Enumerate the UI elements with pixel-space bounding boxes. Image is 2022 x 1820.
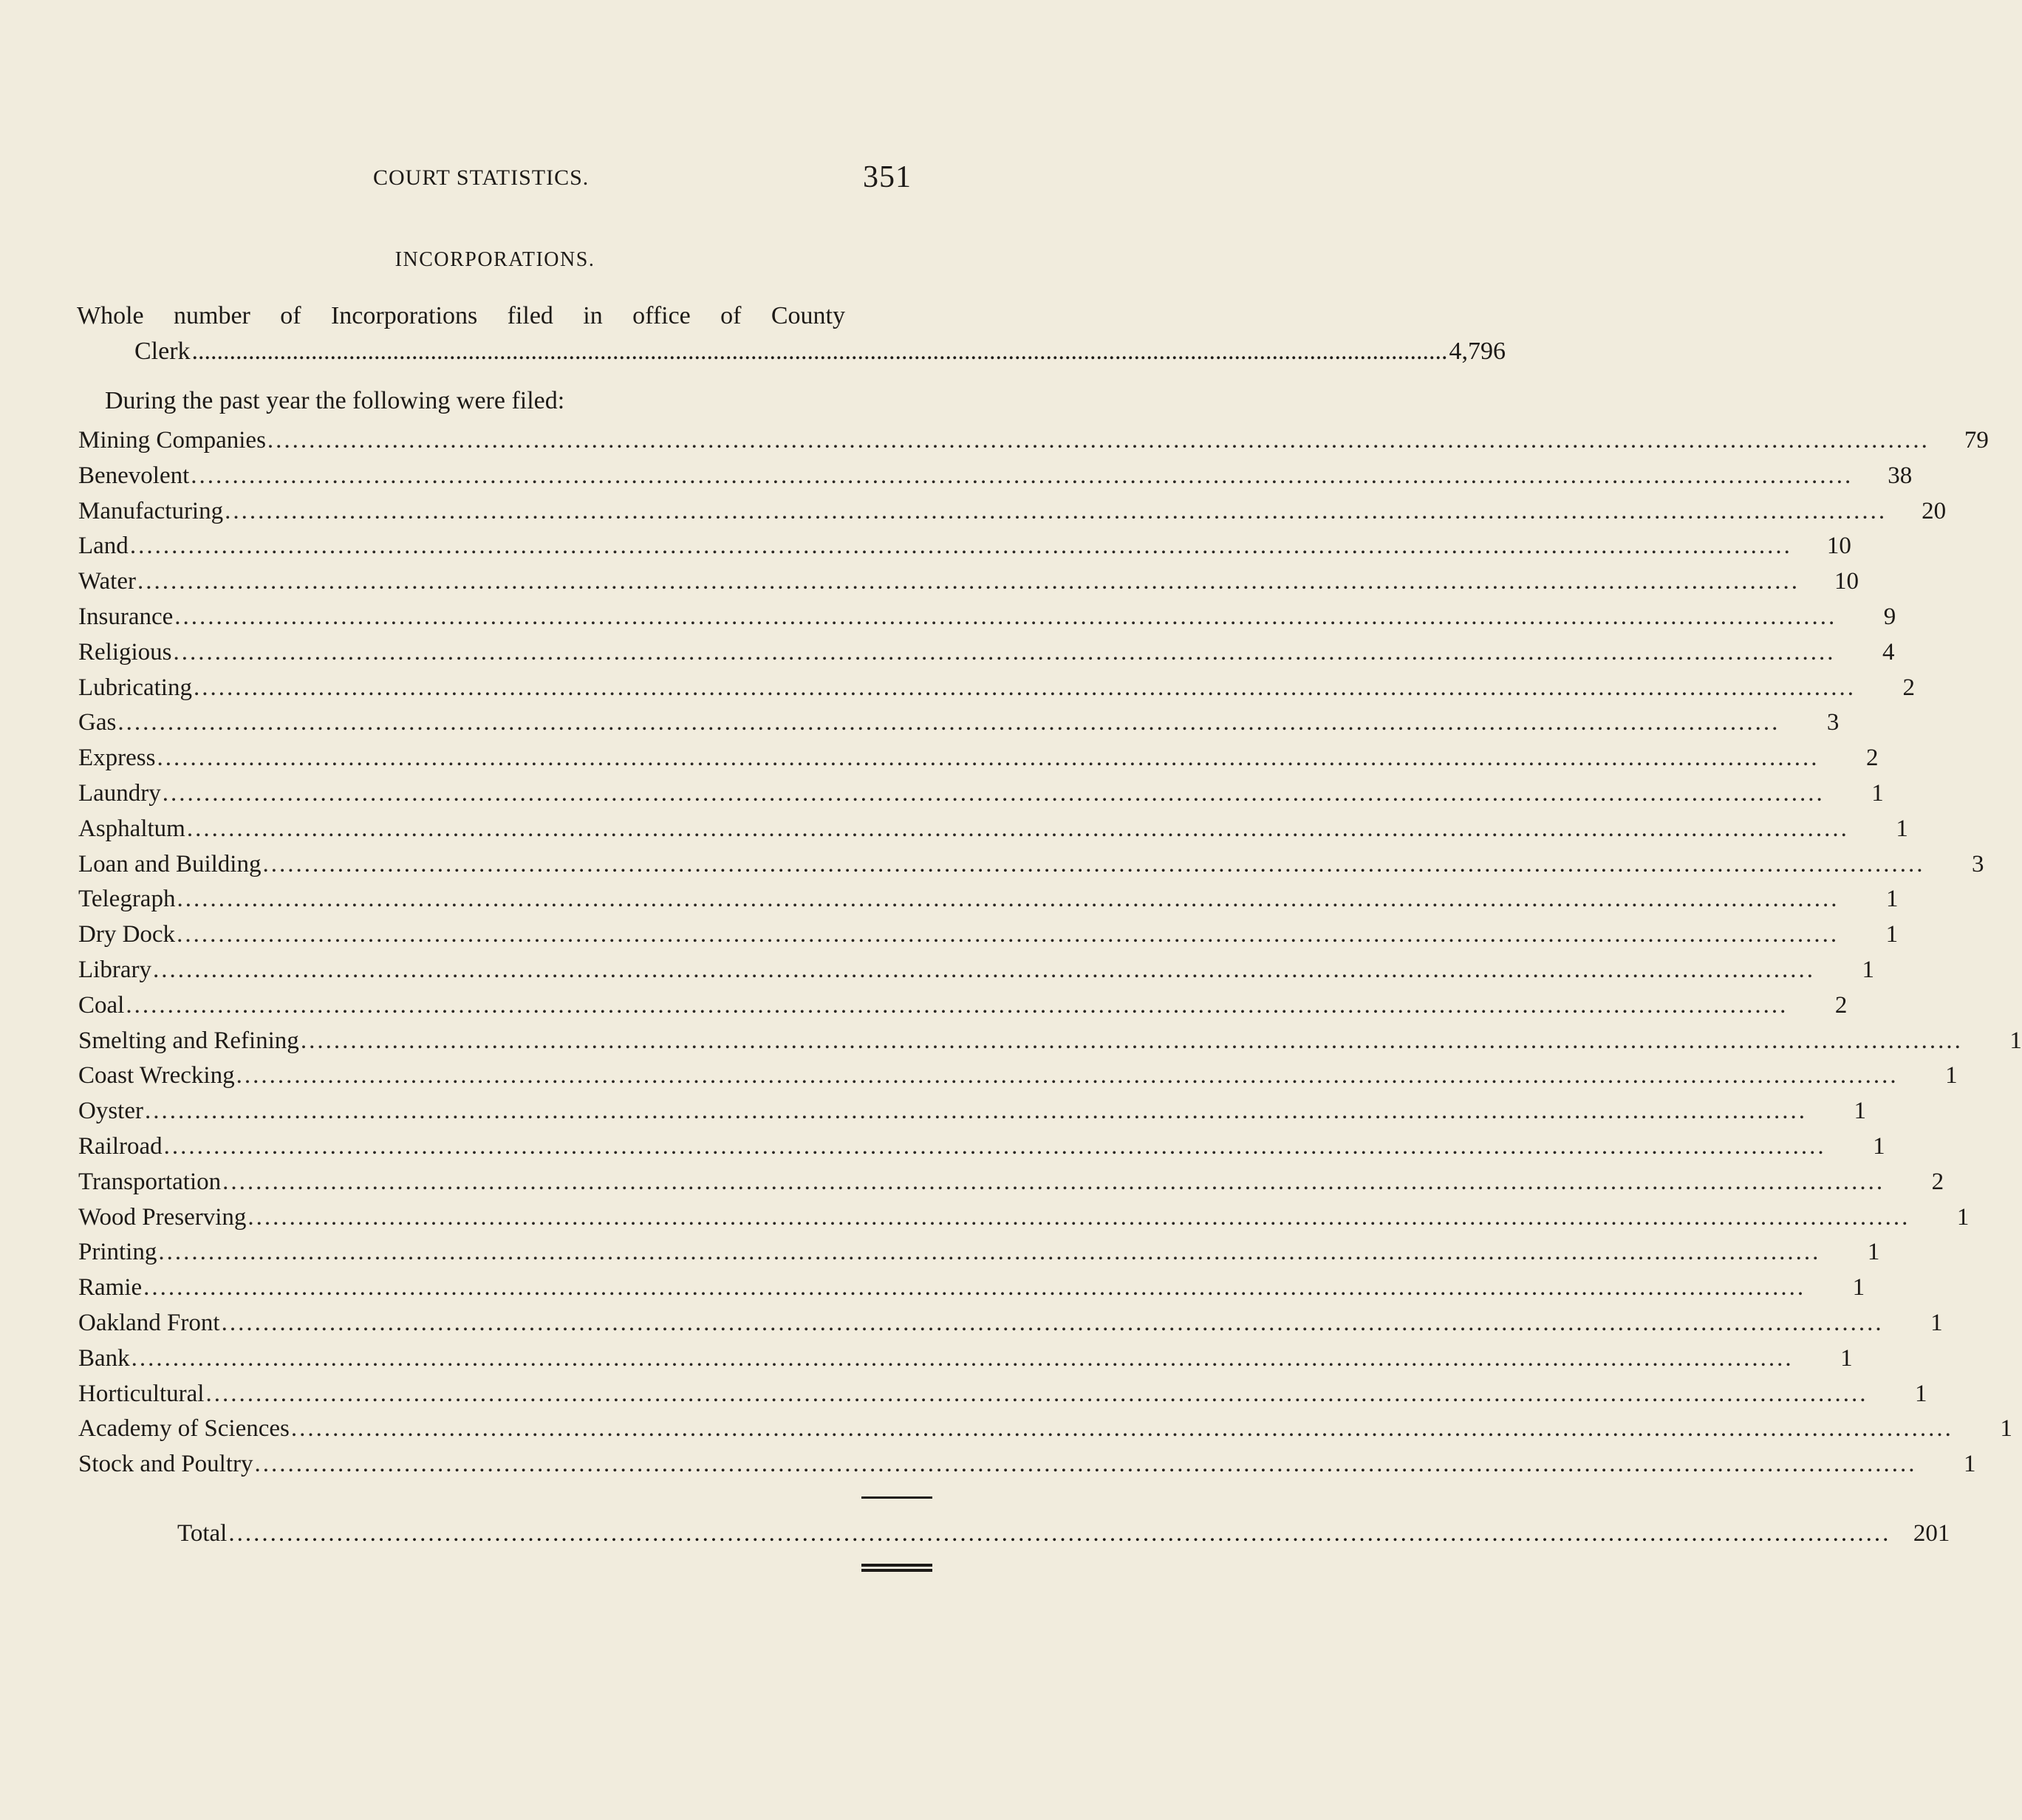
list-item	[78, 638, 1895, 674]
entry-label: Library	[78, 956, 151, 983]
entry-value: 1	[1852, 1274, 1865, 1301]
lead-line: Whole number of Incorporations filed in office of County	[77, 302, 845, 329]
dot-leader: ........................................................................................................................................................................................................	[191, 338, 1448, 365]
dot-leader: ........................................................................................................................................................................................................	[262, 850, 1925, 878]
list-item	[78, 921, 1899, 957]
dot-leader: ........................................................................................................................................................................................................	[126, 991, 1789, 1019]
entry-label: Land	[78, 533, 129, 560]
dot-leader: ........................................................................................................................................................................................................	[163, 1132, 1826, 1160]
entry-value: 9	[1883, 603, 1896, 630]
entry-label: Oakland Front	[78, 1309, 220, 1336]
entry-label: Telegraph	[78, 886, 176, 913]
list-item	[78, 533, 1851, 568]
running-head	[0, 160, 1082, 196]
dot-leader: ........................................................................................................................................................................................................	[143, 1274, 1806, 1301]
entry-label: Benevolent	[78, 462, 190, 489]
entry-label: Asphaltum	[78, 815, 185, 842]
lead-total-line	[77, 334, 1506, 369]
dot-leader: ........................................................................................................................................................................................................	[157, 745, 1820, 772]
entry-label: Coal	[78, 991, 125, 1019]
entry-label: Smelting and Refining	[78, 1027, 299, 1054]
lead-total-label: Clerk	[134, 338, 191, 365]
lead-total-value: 4,796	[1449, 338, 1506, 365]
list-item	[78, 1451, 1976, 1486]
entry-value: 10	[1834, 568, 1859, 595]
double-rule-bottom	[861, 1569, 932, 1572]
dot-leader: ........................................................................................................................................................................................................	[117, 709, 1780, 736]
entry-value: 2	[1834, 991, 1848, 1019]
entry-value: 10	[1826, 533, 1851, 560]
running-title: COURT STATISTICS.	[373, 165, 590, 190]
list-item	[78, 1027, 2022, 1063]
list-item	[78, 497, 1947, 533]
entry-label: Religious	[78, 638, 172, 666]
entry-value: 4	[1882, 638, 1895, 666]
list-item	[78, 1344, 1853, 1381]
entry-label: Laundry	[78, 779, 161, 807]
entry-label: Transportation	[78, 1168, 222, 1195]
dot-leader: ........................................................................................................................................................................................................	[129, 533, 1792, 560]
dot-leader: ........................................................................................................................................................................................................	[290, 1415, 1953, 1443]
list-item	[78, 462, 1913, 498]
entry-value: 79	[1964, 427, 1989, 454]
list-item	[78, 1309, 1943, 1345]
list-item	[78, 1415, 2012, 1451]
total-row	[177, 1520, 1950, 1547]
section-title: INCORPORATIONS.	[395, 248, 595, 271]
list-item	[78, 779, 1884, 815]
list-item	[78, 1274, 1865, 1310]
entry-value: 1	[1885, 886, 1899, 913]
entry-label: Loan and Building	[78, 850, 262, 878]
entry-value: 2	[1902, 674, 1915, 701]
entry-label: Wood Preserving	[78, 1203, 247, 1231]
list-item	[78, 1062, 1958, 1098]
list-item	[78, 745, 1879, 780]
entry-label: Lubricating	[78, 674, 192, 701]
entry-value: 1	[1896, 815, 1908, 842]
list-item	[78, 1380, 1927, 1416]
entry-value: 1	[1930, 1309, 1943, 1336]
entry-value: 2	[1865, 745, 1879, 772]
dot-leader: ........................................................................................................................................................................................................	[221, 1309, 1884, 1336]
dot-leader: ........................................................................................................................................................................................................	[205, 1380, 1868, 1407]
dot-leader: ........................................................................................................................................................................................................	[177, 921, 1840, 948]
entry-label: Manufacturing	[78, 497, 224, 524]
entry-label: Academy of Sciences	[78, 1415, 290, 1443]
list-item	[78, 1098, 1866, 1133]
dot-leader: ........................................................................................................................................................................................................	[222, 1168, 1885, 1195]
list-item	[78, 1132, 1885, 1169]
dot-leader: ........................................................................................................................................................................................................	[300, 1027, 1963, 1054]
dot-leader: ........................................................................................................................................................................................................	[191, 462, 1854, 489]
list-item	[78, 709, 1840, 745]
entry-label: Mining Companies	[78, 427, 266, 454]
entry-label: Printing	[78, 1239, 157, 1266]
dot-leader: ........................................................................................................................................................................................................	[247, 1203, 1910, 1231]
double-rule-top	[861, 1564, 932, 1567]
entry-value: 1	[1956, 1203, 1970, 1231]
lead-paragraph	[77, 298, 1506, 369]
dot-leader: ........................................................................................................................................................................................................	[137, 568, 1800, 595]
total-value: 201	[1913, 1520, 1950, 1547]
entry-label: Water	[78, 568, 136, 595]
list-item	[78, 991, 1848, 1027]
entry-value: 1	[1871, 779, 1884, 807]
list-item	[78, 1239, 1880, 1274]
entry-value: 1	[1862, 956, 1874, 983]
dot-leader: ........................................................................................................................................................................................................	[174, 603, 1837, 630]
entry-value: 38	[1888, 462, 1913, 489]
list-item	[78, 850, 1984, 886]
entry-value: 1	[2009, 1027, 2022, 1054]
incorporation-list	[78, 427, 2022, 1486]
dot-leader: ........................................................................................................................................................................................................	[131, 1344, 1794, 1372]
dot-leader: ........................................................................................................................................................................................................	[152, 956, 1815, 983]
list-item	[78, 568, 1859, 603]
entry-label: Ramie	[78, 1274, 143, 1301]
entry-value: 1	[1873, 1132, 1885, 1160]
dot-leader: ........................................................................................................................................................................................................	[177, 886, 1840, 913]
page-number: 351	[863, 160, 912, 194]
list-item	[78, 603, 1896, 639]
entry-label: Gas	[78, 709, 117, 736]
list-item	[78, 815, 1908, 851]
entry-label: Dry Dock	[78, 921, 176, 948]
dot-leader: ........................................................................................................................................................................................................	[144, 1098, 1807, 1125]
entry-value: 1	[1885, 921, 1899, 948]
entry-value: 2	[1931, 1168, 1944, 1195]
intro-text: During the past year the following were filed:	[105, 387, 565, 414]
dot-leader: ........................................................................................................................................................................................................	[186, 815, 1849, 842]
total-label: Total	[177, 1520, 228, 1547]
list-item	[78, 956, 1874, 992]
list-item	[78, 674, 1915, 710]
dot-leader: ........................................................................................................................................................................................................	[173, 638, 1836, 666]
entry-value: 1	[1840, 1344, 1853, 1372]
entry-label: Express	[78, 745, 156, 772]
dot-leader: ........................................................................................................................................................................................................	[236, 1062, 1899, 1089]
entry-label: Oyster	[78, 1098, 143, 1125]
entry-value: 3	[1971, 850, 1984, 878]
entry-value: 1	[1867, 1239, 1880, 1266]
entry-label: Coast Wrecking	[78, 1062, 235, 1089]
entry-label: Stock and Poultry	[78, 1451, 253, 1478]
entry-value: 1	[1945, 1062, 1958, 1089]
dot-leader: ........................................................................................................................................................................................................	[158, 1239, 1821, 1266]
entry-value: 1	[1854, 1098, 1866, 1125]
dot-leader: ........................................................................................................................................................................................................	[228, 1520, 1891, 1547]
dot-leader: ........................................................................................................................................................................................................	[267, 427, 1930, 454]
entry-value: 20	[1922, 497, 1947, 524]
entry-label: Insurance	[78, 603, 174, 630]
list-item	[78, 886, 1899, 921]
sum-rule	[861, 1496, 932, 1499]
list-item	[78, 427, 1989, 462]
list-item	[78, 1168, 1944, 1204]
list-item	[78, 1203, 1970, 1239]
entry-value: 1	[1914, 1380, 1927, 1407]
dot-leader: ........................................................................................................................................................................................................	[254, 1451, 1917, 1478]
dot-leader: ........................................................................................................................................................................................................	[225, 497, 1888, 524]
entry-label: Railroad	[78, 1132, 163, 1160]
entry-label: Bank	[78, 1344, 130, 1372]
dot-leader: ........................................................................................................................................................................................................	[193, 674, 1856, 701]
dot-leader: ........................................................................................................................................................................................................	[162, 779, 1825, 807]
entry-value: 3	[1826, 709, 1840, 736]
entry-value: 1	[1964, 1451, 1976, 1478]
entry-value: 1	[2000, 1415, 2012, 1443]
entry-label: Horticultural	[78, 1380, 205, 1407]
